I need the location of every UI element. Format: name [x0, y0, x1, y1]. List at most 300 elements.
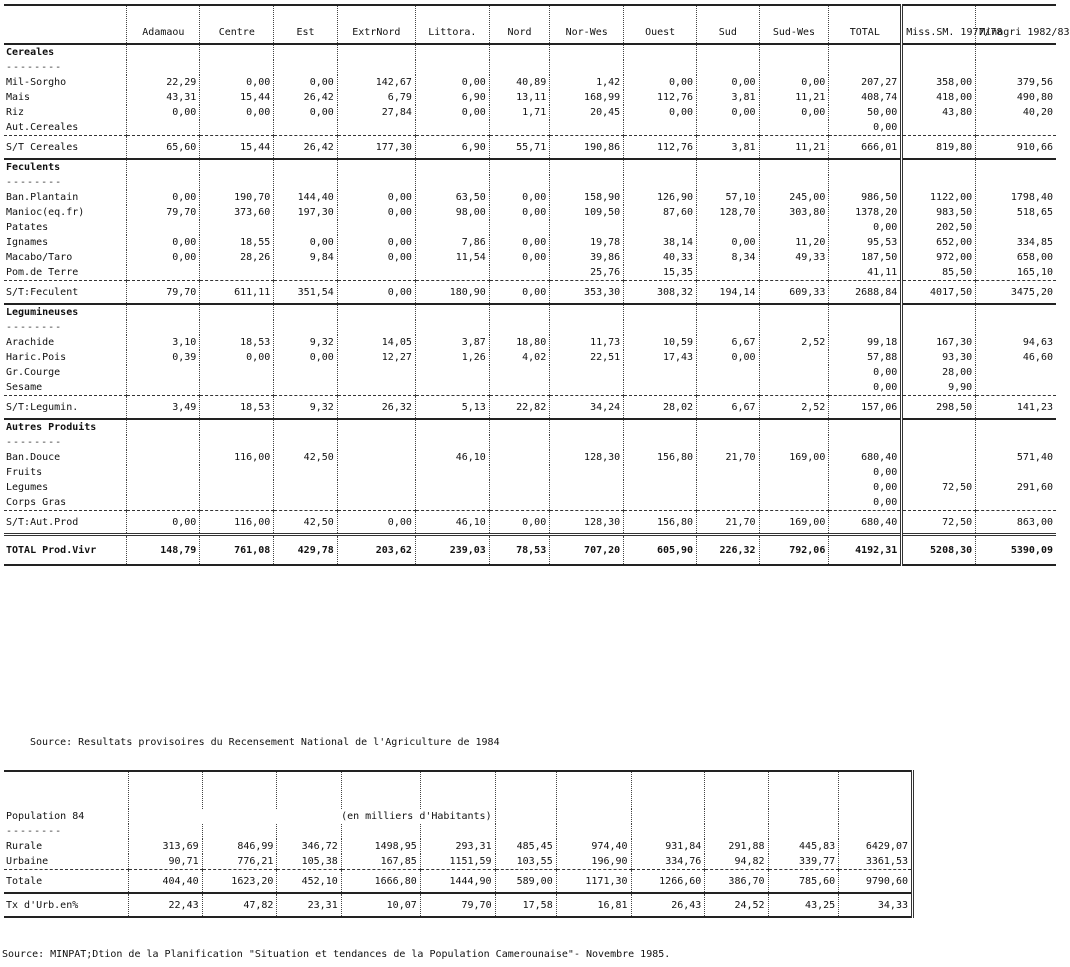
empty-cell	[829, 304, 902, 320]
table-cell: 0,00	[274, 75, 338, 90]
empty-cell	[337, 159, 415, 175]
empty-cell	[337, 44, 415, 60]
table-cell: 65,60	[127, 136, 200, 160]
table-cell: 41,11	[829, 265, 902, 281]
empty-cell	[556, 809, 631, 824]
empty-cell	[550, 60, 624, 75]
table-cell: 12,27	[337, 350, 415, 365]
empty-cell	[829, 175, 902, 190]
column-header: Sud	[697, 5, 759, 44]
table-cell: 165,10	[1016, 267, 1053, 278]
empty-cell	[976, 419, 1056, 435]
row-label: Ignames	[4, 235, 127, 250]
table-cell: 17,58	[495, 893, 556, 917]
table-row	[4, 265, 1056, 281]
empty-cell	[277, 824, 341, 839]
table-cell: 666,01	[829, 136, 902, 160]
empty-header-cell	[768, 771, 839, 809]
table-cell: 1798,40	[1010, 192, 1053, 203]
table-cell: 1,42	[550, 75, 624, 90]
table-cell: 94,82	[705, 854, 768, 870]
table-cell: 986,50	[829, 190, 902, 205]
table-cell: 0,00	[489, 205, 549, 220]
table-cell: 1171,30	[556, 870, 631, 894]
table-cell	[624, 365, 697, 380]
table-cell: 3,10	[127, 335, 200, 350]
row-label: Ban.Plantain	[4, 190, 127, 205]
table-cell	[624, 495, 697, 511]
empty-cell	[127, 44, 200, 60]
row-label: Gr.Courge	[4, 365, 127, 380]
table-cell: 46,60	[1022, 352, 1053, 363]
table-row	[4, 250, 1056, 265]
empty-cell	[489, 320, 549, 335]
table-cell: 11,21	[759, 90, 829, 105]
table-cell: 5208,30	[902, 535, 976, 566]
table-cell: 408,74	[829, 90, 902, 105]
empty-cell	[415, 60, 489, 75]
column-header: ExtrNord	[337, 5, 415, 44]
empty-cell	[624, 44, 697, 60]
table-cell: 167,30	[902, 335, 976, 350]
row-label: Macabo/Taro	[4, 250, 127, 265]
table-cell: 27,84	[337, 105, 415, 120]
table-cell: 680,40	[829, 450, 902, 465]
table-cell	[127, 265, 200, 281]
empty-cell	[200, 435, 274, 450]
table-cell: 9,32	[274, 335, 338, 350]
table-cell	[697, 480, 759, 495]
empty-header-cell	[839, 771, 913, 809]
table-cell	[976, 365, 1056, 380]
table-cell: 11,20	[759, 235, 829, 250]
subtotal-label: S/T:Aut.Prod	[4, 511, 127, 535]
table-cell: 17,43	[624, 350, 697, 365]
section-dots-row	[4, 60, 1056, 75]
table-cell: 18,80	[489, 335, 549, 350]
section-dots-row	[4, 320, 1056, 335]
population-total-label: Totale	[4, 870, 128, 894]
table-cell: 203,62	[337, 535, 415, 566]
table-cell	[759, 480, 829, 495]
table-row	[4, 190, 1056, 205]
empty-cell	[274, 435, 338, 450]
empty-cell	[489, 435, 549, 450]
table-cell: 34,24	[550, 396, 624, 420]
table-cell: 112,76	[624, 90, 697, 105]
table-cell	[976, 120, 1056, 136]
table-cell: 148,79	[127, 535, 200, 566]
column-header: TOTAL	[829, 5, 902, 44]
table-cell	[127, 480, 200, 495]
empty-cell	[759, 159, 829, 175]
table-cell: 0,00	[829, 495, 902, 511]
row-label: Sesame	[4, 380, 127, 396]
table-row	[4, 220, 1056, 235]
empty-cell	[902, 304, 976, 320]
empty-header-cell	[277, 771, 341, 809]
empty-cell	[705, 824, 768, 839]
table-row	[4, 105, 1056, 120]
table-cell: 0,00	[829, 480, 902, 495]
table-cell: 103,55	[495, 854, 556, 870]
table-cell: 55,71	[489, 136, 549, 160]
header-corner	[4, 5, 127, 44]
table-cell: 0,00	[697, 75, 759, 90]
table-cell: 785,60	[768, 870, 839, 894]
table-cell	[759, 495, 829, 511]
column-header: Adamaou	[127, 5, 200, 44]
table-cell: 57,10	[697, 190, 759, 205]
empty-header-cell	[420, 771, 495, 809]
table-cell: 0,00	[624, 105, 697, 120]
table-cell: 0,00	[274, 350, 338, 365]
empty-cell	[976, 320, 1056, 335]
row-label: Pom.de Terre	[4, 265, 127, 281]
table-cell: 5390,09	[976, 535, 1056, 566]
section-dots-row	[4, 175, 1056, 190]
empty-cell	[697, 60, 759, 75]
table-cell	[415, 365, 489, 380]
table-cell	[759, 350, 829, 365]
table-cell: 452,10	[277, 870, 341, 894]
empty-cell	[550, 159, 624, 175]
table-cell: 24,52	[705, 893, 768, 917]
empty-cell	[759, 175, 829, 190]
table-cell: 346,72	[277, 839, 341, 854]
table-cell	[489, 380, 549, 396]
table-cell: 105,38	[277, 854, 341, 870]
table-cell	[127, 495, 200, 511]
empty-cell	[489, 419, 549, 435]
table-cell: 0,00	[489, 235, 549, 250]
empty-cell	[839, 809, 913, 824]
table-cell: 79,70	[420, 893, 495, 917]
food-production-table	[4, 4, 1070, 566]
row-label: Arachide	[4, 335, 127, 350]
table-cell: 39,86	[550, 250, 624, 265]
table-cell: 298,50	[902, 396, 976, 420]
empty-cell	[415, 320, 489, 335]
empty-cell	[902, 435, 976, 450]
empty-cell	[624, 304, 697, 320]
table-cell: 7,86	[415, 235, 489, 250]
table-cell: 0,00	[829, 220, 902, 235]
table-cell: 4017,50	[902, 281, 976, 305]
empty-cell	[127, 60, 200, 75]
table-cell: 78,53	[489, 535, 549, 566]
empty-header-cell	[4, 771, 128, 809]
table-cell: 26,43	[631, 893, 705, 917]
table-cell: 0,00	[489, 511, 549, 535]
table-cell: 9,90	[902, 380, 976, 396]
table-cell	[337, 465, 415, 480]
table-cell: 2688,84	[829, 281, 902, 305]
column-header: Est	[274, 5, 338, 44]
table-cell: 0,00	[759, 75, 829, 90]
source-note-population: Source: MINPAT;Dtion de la Planification "Situation et tendances de la Population Camerounaise"- Novembre 1985.	[2, 949, 671, 960]
table-cell: 20,45	[550, 105, 624, 120]
table-cell: 379,56	[1016, 77, 1053, 88]
table-cell	[624, 380, 697, 396]
table-cell: 40,20	[1022, 107, 1053, 118]
table-cell: 0,00	[337, 190, 415, 205]
table-cell: 358,00	[902, 75, 976, 90]
table-cell: 72,50	[902, 480, 976, 495]
empty-cell	[631, 809, 705, 824]
table-cell: 605,90	[624, 535, 697, 566]
table-cell: 6,67	[697, 396, 759, 420]
table-cell: 6,90	[415, 90, 489, 105]
table-cell: 22,51	[550, 350, 624, 365]
table-cell: 0,00	[415, 105, 489, 120]
table-cell	[415, 220, 489, 235]
empty-cell	[697, 304, 759, 320]
row-label: Corps Gras	[4, 495, 127, 511]
table-cell	[976, 495, 1056, 511]
empty-cell	[337, 435, 415, 450]
empty-cell	[337, 304, 415, 320]
table-cell: 18,53	[200, 396, 274, 420]
table-cell	[415, 480, 489, 495]
empty-cell	[274, 175, 338, 190]
table-cell	[274, 220, 338, 235]
table-row	[4, 350, 1056, 365]
table-cell	[200, 265, 274, 281]
subtotal-label: S/T:Legumin.	[4, 396, 127, 420]
section-title: Legumineuses	[4, 304, 127, 320]
table-cell: 761,08	[200, 535, 274, 566]
table-cell: 1,71	[489, 105, 549, 120]
table-row	[4, 90, 1056, 105]
table-cell	[274, 265, 338, 281]
table-cell	[337, 220, 415, 235]
table-cell: 0,00	[697, 235, 759, 250]
table-cell	[415, 495, 489, 511]
table-cell: 15,44	[200, 90, 274, 105]
empty-cell	[127, 304, 200, 320]
table-cell: 43,25	[768, 893, 839, 917]
row-label: Ban.Douce	[4, 450, 127, 465]
table-cell: 4,02	[489, 350, 549, 365]
urban-rate-row	[4, 893, 913, 917]
table-cell	[550, 480, 624, 495]
table-cell: 485,45	[495, 839, 556, 854]
table-cell: 128,30	[550, 450, 624, 465]
empty-cell	[200, 60, 274, 75]
table-cell: 0,00	[489, 190, 549, 205]
section-dots-row	[4, 435, 1056, 450]
table-cell	[337, 495, 415, 511]
empty-cell	[200, 304, 274, 320]
table-cell: 85,50	[902, 265, 976, 281]
empty-cell	[839, 824, 913, 839]
section-title-row	[4, 419, 1056, 435]
empty-cell	[697, 435, 759, 450]
table-cell: 23,31	[277, 893, 341, 917]
empty-cell	[976, 435, 1056, 450]
table-cell: 571,40	[1016, 452, 1053, 463]
table-cell	[550, 465, 624, 480]
table-cell: 3,81	[697, 136, 759, 160]
empty-cell	[550, 419, 624, 435]
empty-cell	[489, 159, 549, 175]
table-cell: 11,21	[759, 136, 829, 160]
empty-cell	[697, 44, 759, 60]
table-cell	[415, 265, 489, 281]
empty-cell	[697, 419, 759, 435]
grand-total-row	[4, 535, 1056, 566]
empty-cell	[902, 175, 976, 190]
table-cell: 1444,90	[420, 870, 495, 894]
table-cell: 0,00	[697, 350, 759, 365]
table-cell: 90,71	[128, 854, 202, 870]
table-cell: 3361,53	[839, 854, 913, 870]
table-cell: 3,87	[415, 335, 489, 350]
table-cell	[759, 465, 829, 480]
table-cell	[697, 120, 759, 136]
empty-cell	[902, 159, 976, 175]
table-cell: 3,49	[127, 396, 200, 420]
table-cell: 72,50	[902, 511, 976, 535]
table-cell: 418,00	[902, 90, 976, 105]
empty-cell	[274, 44, 338, 60]
table-cell: 353,30	[550, 281, 624, 305]
table-cell: 57,88	[829, 350, 902, 365]
table-cell: 28,26	[200, 250, 274, 265]
table-cell	[489, 220, 549, 235]
empty-cell	[200, 44, 274, 60]
empty-cell	[697, 320, 759, 335]
empty-cell	[495, 809, 556, 824]
table-cell	[697, 365, 759, 380]
table-cell: 652,00	[902, 235, 976, 250]
table-cell	[697, 495, 759, 511]
grand-total-label: TOTAL Prod.Vivr	[4, 535, 127, 566]
table-cell: 0,00	[489, 250, 549, 265]
table-cell: 40,33	[624, 250, 697, 265]
table-cell: 9,32	[274, 396, 338, 420]
table-cell: 98,00	[415, 205, 489, 220]
table-cell: 16,81	[556, 893, 631, 917]
population-row-label: Urbaine	[4, 854, 128, 870]
column-header: Centre	[200, 5, 274, 44]
table-cell: 6,90	[415, 136, 489, 160]
table-cell: 0,00	[127, 190, 200, 205]
empty-header-cell	[631, 771, 705, 809]
subtotal-label: S/T Cereales	[4, 136, 127, 160]
empty-cell	[902, 44, 976, 60]
table-cell: 308,32	[624, 281, 697, 305]
empty-cell	[415, 419, 489, 435]
table-row	[4, 495, 1056, 511]
empty-cell	[489, 44, 549, 60]
table-cell: 9,84	[274, 250, 338, 265]
empty-cell	[489, 60, 549, 75]
section-title-row	[4, 304, 1056, 320]
table-cell	[550, 365, 624, 380]
table-cell: 983,50	[902, 205, 976, 220]
table-cell: 707,20	[550, 535, 624, 566]
empty-cell	[550, 175, 624, 190]
empty-cell	[127, 320, 200, 335]
table-cell: 47,82	[202, 893, 277, 917]
empty-cell	[415, 44, 489, 60]
empty-cell	[127, 419, 200, 435]
empty-cell	[768, 824, 839, 839]
empty-cell	[697, 175, 759, 190]
table-cell: 245,00	[759, 190, 829, 205]
dotted-rule: --------	[4, 320, 127, 335]
table-cell: 25,76	[550, 265, 624, 281]
empty-cell	[902, 320, 976, 335]
table-cell	[759, 380, 829, 396]
table-cell: 169,00	[759, 450, 829, 465]
table-cell: 42,50	[274, 450, 338, 465]
table-cell	[337, 120, 415, 136]
table-cell	[550, 495, 624, 511]
table-cell: 792,06	[759, 535, 829, 566]
empty-cell	[624, 175, 697, 190]
table-row	[4, 380, 1056, 396]
table-cell: 819,80	[902, 136, 976, 160]
table-cell: 197,30	[274, 205, 338, 220]
table-cell: 46,10	[415, 450, 489, 465]
table-row	[4, 365, 1056, 380]
table-cell	[489, 120, 549, 136]
table-cell: 8,34	[697, 250, 759, 265]
empty-cell	[337, 419, 415, 435]
population-total-row	[4, 870, 913, 894]
table-cell: 42,50	[274, 511, 338, 535]
column-header: Nor-Wes	[550, 5, 624, 44]
table-cell: 0,00	[200, 350, 274, 365]
table-cell: 144,40	[274, 190, 338, 205]
empty-cell	[415, 159, 489, 175]
table-cell	[274, 365, 338, 380]
section-title-row	[4, 44, 1056, 60]
row-label: Mais	[4, 90, 127, 105]
empty-header-cell	[341, 771, 420, 809]
table-cell	[127, 465, 200, 480]
empty-header-cell	[495, 771, 556, 809]
column-header: Miss.SM. 1977/78	[902, 5, 976, 44]
table-cell	[697, 265, 759, 281]
table-cell: 239,03	[415, 535, 489, 566]
dotted-rule: --------	[4, 175, 127, 190]
table-cell: 0,00	[337, 235, 415, 250]
empty-cell	[489, 175, 549, 190]
table-cell: 1,26	[415, 350, 489, 365]
table-cell: 490,80	[1016, 92, 1053, 103]
table-cell	[200, 480, 274, 495]
empty-cell	[200, 419, 274, 435]
table-cell: 589,00	[495, 870, 556, 894]
table-cell: 11,54	[415, 250, 489, 265]
table-cell: 0,00	[127, 105, 200, 120]
column-header: Minagri 1982/83	[976, 5, 1056, 44]
column-header: Sud-Wes	[759, 5, 829, 44]
empty-cell	[550, 304, 624, 320]
table-row	[4, 235, 1056, 250]
table-cell	[415, 120, 489, 136]
empty-cell	[902, 60, 976, 75]
table-cell: 177,30	[337, 136, 415, 160]
row-label: Haric.Pois	[4, 350, 127, 365]
table-cell: 6,67	[697, 335, 759, 350]
table-cell: 1151,59	[420, 854, 495, 870]
row-label: Legumes	[4, 480, 127, 495]
